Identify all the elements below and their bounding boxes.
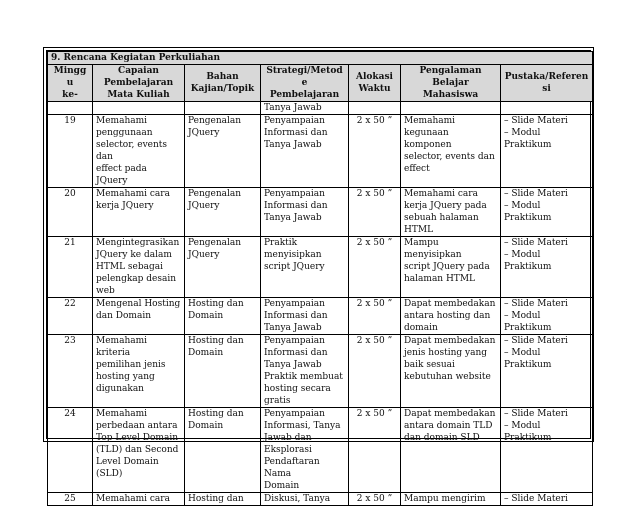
bahan-cell — [185, 115, 261, 188]
pustaka-cell — [501, 335, 593, 408]
cell-line: Informasi dan — [264, 311, 328, 321]
cell-line: Jawab dan — [264, 433, 312, 443]
cell-line: Eksplorasi — [264, 445, 312, 455]
cell-line: antara hosting dan — [404, 311, 491, 321]
cell-line: Domain — [188, 311, 224, 321]
week-cell — [48, 237, 93, 298]
cell-line: 2 x 50 ” — [356, 409, 393, 419]
cell-line: gratis — [264, 396, 291, 406]
cell-line: 25 — [64, 494, 76, 504]
cell-line: – Modul Praktikum — [504, 201, 552, 223]
cell-line: – Slide Materi — [504, 336, 568, 346]
cell-line: Dapat membedakan — [404, 409, 496, 419]
bahan-cell — [185, 335, 261, 408]
cell-line: script JQuery pada — [404, 262, 490, 272]
cell-line: Dapat membedakan — [404, 336, 496, 346]
header-alokasi — [349, 65, 401, 102]
table-row — [48, 237, 593, 298]
cell-line: Pendaftaran Nama — [264, 457, 320, 479]
cell-line: dan Domain — [96, 311, 151, 321]
cell-line: halaman HTML — [404, 274, 476, 284]
cell-line: Capaian — [118, 66, 159, 76]
cell-line: Mata Kuliah — [107, 90, 170, 100]
table-row — [48, 298, 593, 335]
cell-line: HTML — [404, 225, 434, 235]
cell-line: Pembelajaran — [103, 78, 174, 88]
rencana-kegiatan-table — [47, 51, 593, 506]
cell-line: 22 — [64, 299, 76, 309]
header-capaian — [93, 65, 185, 102]
cell-line: Hosting dan — [188, 409, 244, 419]
cell-line: domain — [404, 323, 438, 333]
waktu-cell — [349, 298, 401, 335]
cell-line: 2 x 50 ” — [356, 116, 393, 126]
waktu-cell — [349, 188, 401, 237]
cell-line: 2 x 50 ” — [356, 299, 393, 309]
cell-line: Dapat membedakan — [404, 299, 496, 309]
week-cell — [48, 408, 93, 493]
cell-line: Waktu — [358, 84, 391, 94]
table-body — [48, 102, 593, 506]
cell-line: – Slide Materi — [504, 189, 568, 199]
cell-line: Pengenalan — [188, 116, 242, 126]
cell-line: – Modul Praktikum — [504, 128, 552, 150]
cell-line: Hosting dan — [188, 494, 244, 504]
table-row — [48, 335, 593, 408]
cell-line: 21 — [64, 238, 76, 248]
cell-line: – Modul Praktikum — [504, 421, 552, 443]
cell-line: – Modul Praktikum — [504, 348, 552, 370]
cell-line: Mampu mengirim — [404, 494, 486, 504]
pengalaman-cell — [401, 237, 501, 298]
strategi-cell — [261, 493, 349, 506]
cell-line: menyisipkan — [264, 250, 322, 260]
cell-line: 19 — [64, 116, 76, 126]
cell-line: Penyampaian — [264, 409, 325, 419]
pustaka-cell — [501, 237, 593, 298]
document-frame — [43, 47, 594, 504]
cell-line: JQuery — [188, 201, 220, 211]
cell-line: JQuery ke dalam — [96, 250, 172, 260]
cell-line: Tanya Jawab — [264, 360, 322, 370]
cell-line: penggunaan — [96, 128, 153, 138]
pengalaman-cell — [401, 298, 501, 335]
bahan-cell — [185, 188, 261, 237]
cell-line: – Slide Materi — [504, 409, 568, 419]
week-cell — [48, 493, 93, 506]
cell-line: 2 x 50 ” — [356, 189, 393, 199]
cell-line: 2 x 50 ” — [356, 336, 393, 346]
pustaka-cell — [501, 188, 593, 237]
cell-line: Minggu — [53, 66, 87, 88]
pengalaman-cell — [401, 115, 501, 188]
cell-line: script JQuery — [264, 262, 325, 272]
week-cell — [48, 188, 93, 237]
cell-line: Informasi dan — [264, 201, 328, 211]
cell-line: Bahan — [206, 72, 239, 82]
table-cell — [501, 102, 593, 115]
cell-line: Penyampaian — [264, 116, 325, 126]
cell-line: selector, events dan — [96, 140, 168, 162]
table-cell — [93, 102, 185, 115]
pustaka-cell — [501, 493, 593, 506]
header-bahan — [185, 65, 261, 102]
cell-line: selector, events dan — [404, 152, 495, 162]
cell-line: Praktik — [264, 238, 298, 248]
cell-line: ke- — [62, 90, 78, 100]
cell-line: hosting yang — [96, 372, 155, 382]
cell-line: 24 — [64, 409, 76, 419]
cell-line: kegunaan komponen — [404, 128, 452, 150]
cell-line: effect — [404, 164, 430, 174]
cell-line: Pembelajaran — [269, 90, 340, 100]
capaian-cell — [93, 298, 185, 335]
header-pengalaman — [401, 65, 501, 102]
bahan-cell — [185, 493, 261, 506]
cell-line: Penyampaian — [264, 189, 325, 199]
table-cell — [349, 102, 401, 115]
cell-line: Tanya Jawab — [264, 103, 322, 113]
cell-line: Informasi dan — [264, 128, 328, 138]
table-cell — [48, 102, 93, 115]
capaian-cell — [93, 115, 185, 188]
week-cell — [48, 335, 93, 408]
cell-line: web — [96, 286, 115, 296]
cell-line: Domain — [188, 348, 224, 358]
cell-line: Penyampaian — [264, 336, 325, 346]
cell-line: Belajar Mahasiswa — [422, 78, 479, 100]
pengalaman-cell — [401, 188, 501, 237]
table-cell — [185, 102, 261, 115]
cell-line: Memahami cara — [404, 189, 478, 199]
table-row — [48, 408, 593, 493]
cell-line: – Slide Materi — [504, 494, 568, 504]
cell-line: Hosting dan — [188, 336, 244, 346]
cell-line: antara domain TLD — [404, 421, 493, 431]
cell-line: Pustaka/Referensi — [504, 72, 589, 94]
header-row — [48, 65, 593, 102]
waktu-cell — [349, 115, 401, 188]
cell-line: HTML sebagai — [96, 262, 163, 272]
cell-line: Mengenal Hosting — [96, 299, 181, 309]
cell-line: 2 x 50 ” — [356, 238, 393, 248]
cell-line: Mengintegrasikan — [96, 238, 180, 248]
pustaka-cell — [501, 115, 593, 188]
cell-line: kebutuhan website — [404, 372, 491, 382]
cell-line: sebuah halaman — [404, 213, 479, 223]
strategi-cell — [261, 188, 349, 237]
strategi-cell — [261, 335, 349, 408]
cell-line: kerja JQuery pada — [404, 201, 487, 211]
cell-line: Informasi, Tanya — [264, 421, 341, 431]
cell-line: Tanya Jawab — [264, 213, 322, 223]
strategi-cell — [261, 298, 349, 335]
cell-line: Domain — [264, 481, 300, 491]
strategi-cell — [261, 237, 349, 298]
cell-line: digunakan — [96, 384, 144, 394]
header-minggu — [48, 65, 93, 102]
cell-line: – Slide Materi — [504, 299, 568, 309]
cell-line: Alokasi — [356, 72, 393, 82]
cell-line: JQuery — [188, 128, 220, 138]
pengalaman-cell — [401, 335, 501, 408]
cell-line: Memahami — [96, 409, 148, 419]
cell-line: perbedaan antara — [96, 421, 178, 431]
waktu-cell — [349, 237, 401, 298]
capaian-cell — [93, 237, 185, 298]
cell-line: Kajian/Topik — [190, 84, 255, 94]
cell-line: jenis hosting yang — [404, 348, 488, 358]
cell-line: hosting secara — [264, 384, 331, 394]
cell-line: Hosting dan — [188, 299, 244, 309]
cell-line: Strategi/Metode — [266, 66, 343, 88]
cell-line: 23 — [64, 336, 76, 346]
bahan-cell — [185, 298, 261, 335]
waktu-cell — [349, 408, 401, 493]
cell-line: Pengalaman — [419, 66, 482, 76]
continuation-row — [48, 102, 593, 115]
cell-line: Penyampaian — [264, 299, 325, 309]
week-cell — [48, 298, 93, 335]
bahan-cell — [185, 408, 261, 493]
section-title: 9. Rencana Kegiatan Perkuliahan — [48, 52, 593, 65]
capaian-cell — [93, 408, 185, 493]
table-cell — [401, 102, 501, 115]
cell-line: kerja JQuery — [96, 201, 154, 211]
cell-line: Tanya Jawab — [264, 140, 322, 150]
cell-line: pemilihan jenis — [96, 360, 166, 370]
cell-line: – Modul Praktikum — [504, 311, 552, 333]
strategi-cell — [261, 115, 349, 188]
waktu-cell — [349, 335, 401, 408]
cell-line: dan domain SLD — [404, 433, 480, 443]
cell-line: JQuery — [188, 250, 220, 260]
cell-line: – Slide Materi — [504, 116, 568, 126]
cell-line: Praktik membuat — [264, 372, 343, 382]
cell-line: effect pada JQuery — [96, 164, 147, 186]
cell-line: Memahami cara — [96, 189, 170, 199]
cell-line: Level Domain (SLD) — [96, 457, 159, 479]
cell-line: Top Level Domain — [96, 433, 179, 443]
cell-line: Tanya Jawab — [264, 323, 322, 333]
table-row — [48, 188, 593, 237]
table-row — [48, 493, 593, 506]
strategi-cell — [261, 408, 349, 493]
cell-line: Domain — [188, 421, 224, 431]
cell-line: (TLD) dan Second — [96, 445, 179, 455]
cell-line: – Modul Praktikum — [504, 250, 552, 272]
cell-line: 20 — [64, 189, 76, 199]
bahan-cell — [185, 237, 261, 298]
cell-line: Pengenalan — [188, 189, 242, 199]
cell-line: Diskusi, Tanya — [264, 494, 331, 504]
table-cell — [261, 102, 349, 115]
table-frame — [46, 50, 591, 504]
capaian-cell — [93, 335, 185, 408]
cell-line: Mampu menyisipkan — [404, 238, 462, 260]
header-pustaka — [501, 65, 593, 102]
cell-line: pelengkap desain — [96, 274, 177, 284]
cell-line: Memahami cara — [96, 494, 170, 504]
cell-line: Memahami kriteria — [96, 336, 148, 358]
pustaka-cell — [501, 408, 593, 493]
header-strategi — [261, 65, 349, 102]
cell-line: 2 x 50 ” — [356, 494, 393, 504]
week-cell — [48, 115, 93, 188]
capaian-cell — [93, 493, 185, 506]
cell-line: Pengenalan — [188, 238, 242, 248]
pengalaman-cell — [401, 493, 501, 506]
capaian-cell — [93, 188, 185, 237]
table-row — [48, 115, 593, 188]
cell-line: – Slide Materi — [504, 238, 568, 248]
cell-line: Memahami — [96, 116, 148, 126]
cell-line: Informasi dan — [264, 348, 328, 358]
cell-line: Memahami — [404, 116, 456, 126]
pengalaman-cell — [401, 408, 501, 493]
pustaka-cell — [501, 298, 593, 335]
cell-line: baik sesuai — [404, 360, 455, 370]
waktu-cell — [349, 493, 401, 506]
